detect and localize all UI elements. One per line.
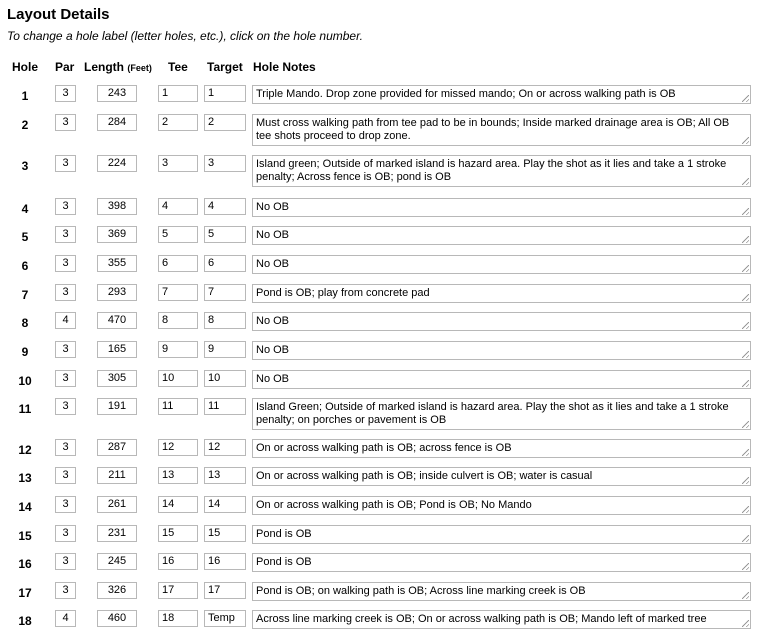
resize-grip-icon[interactable] xyxy=(742,563,749,570)
length-input[interactable]: 284 xyxy=(97,114,137,131)
length-input[interactable]: 165 xyxy=(97,341,137,358)
resize-grip-icon[interactable] xyxy=(742,477,749,484)
hole-notes-textarea[interactable] xyxy=(252,610,751,629)
hole-notes-text: No OB xyxy=(256,344,290,356)
hole-notes-textarea[interactable] xyxy=(252,582,751,601)
par-input[interactable]: 3 xyxy=(55,341,76,358)
hole-number-link[interactable]: 6 xyxy=(21,259,29,273)
resize-grip-icon[interactable] xyxy=(742,95,749,102)
hole-notes-text: Must cross walking path from tee pad to be in bounds; Inside marked drainage area is OB; All OB tee shots proceed to drop zone. xyxy=(256,117,730,142)
hole-number-link[interactable]: 17 xyxy=(18,586,32,600)
tee-input[interactable]: 13 xyxy=(158,467,198,484)
resize-grip-icon[interactable] xyxy=(742,380,749,387)
length-input[interactable]: 355 xyxy=(97,255,137,272)
hole-notes-text: Island Green; Outside of marked island is hazard area. Play the shot as it lies and take a 1 stroke penalty; on porches or pavement is OB xyxy=(256,401,729,426)
header-length-unit: (Feet) xyxy=(127,63,152,73)
tee-input[interactable]: 12 xyxy=(158,439,198,456)
hole-notes-text: No OB xyxy=(256,315,290,327)
resize-grip-icon[interactable] xyxy=(742,351,749,358)
hole-notes-text: Triple Mando. Drop zone provided for missed mando; On or across walking path is OB xyxy=(256,88,676,100)
tee-input[interactable]: 4 xyxy=(158,198,198,215)
hole-number-link[interactable]: 8 xyxy=(21,316,29,330)
hole-number-link[interactable]: 10 xyxy=(18,374,32,388)
tee-input[interactable]: 14 xyxy=(158,496,198,513)
tee-input[interactable]: 5 xyxy=(158,226,198,243)
hole-notes-textarea[interactable] xyxy=(252,553,751,572)
resize-grip-icon[interactable] xyxy=(742,178,749,185)
target-input[interactable]: 1 xyxy=(204,85,246,102)
target-input[interactable]: 14 xyxy=(204,496,246,513)
hole-number-link[interactable]: 1 xyxy=(21,89,29,103)
hole-notes-textarea[interactable] xyxy=(252,370,751,389)
hole-number-link[interactable]: 11 xyxy=(18,402,32,416)
par-input[interactable]: 3 xyxy=(55,114,76,131)
hole-notes-textarea[interactable] xyxy=(252,85,751,104)
par-input[interactable]: 3 xyxy=(55,496,76,513)
target-input[interactable]: 15 xyxy=(204,525,246,542)
tee-input[interactable]: 10 xyxy=(158,370,198,387)
target-input[interactable]: 11 xyxy=(204,398,246,415)
hole-notes-textarea[interactable] xyxy=(252,398,751,430)
hole-notes-text: On or across walking path is OB; Pond is OB; No Mando xyxy=(256,499,532,511)
hole-number-link[interactable]: 15 xyxy=(18,529,32,543)
target-input[interactable]: 8 xyxy=(204,312,246,329)
resize-grip-icon[interactable] xyxy=(742,535,749,542)
hole-notes-textarea[interactable] xyxy=(252,312,751,331)
length-input[interactable]: 224 xyxy=(97,155,137,172)
resize-grip-icon[interactable] xyxy=(742,294,749,301)
hole-notes-textarea[interactable] xyxy=(252,525,751,544)
page-subtitle: To change a hole label (letter holes, etc.), click on the hole number. xyxy=(7,29,363,43)
target-input[interactable]: 12 xyxy=(204,439,246,456)
header-tee: Tee xyxy=(168,60,188,74)
hole-notes-textarea[interactable] xyxy=(252,439,751,458)
target-input[interactable]: 7 xyxy=(204,284,246,301)
resize-grip-icon[interactable] xyxy=(742,265,749,272)
tee-input[interactable]: 1 xyxy=(158,85,198,102)
hole-notes-textarea[interactable] xyxy=(252,114,751,146)
length-input[interactable]: 243 xyxy=(97,85,137,102)
hole-notes-text: Island green; Outside of marked island is hazard area. Play the shot as it lies and take a 1 stroke penalty; Across fence is OB; pond is OB xyxy=(256,158,727,183)
length-input[interactable]: 231 xyxy=(97,525,137,542)
length-input[interactable]: 245 xyxy=(97,553,137,570)
par-input[interactable]: 3 xyxy=(55,525,76,542)
page-title: Layout Details xyxy=(7,6,110,23)
hole-number-link[interactable]: 4 xyxy=(21,202,29,216)
target-input[interactable]: 4 xyxy=(204,198,246,215)
length-input[interactable]: 261 xyxy=(97,496,137,513)
length-input[interactable]: 305 xyxy=(97,370,137,387)
target-input[interactable]: 2 xyxy=(204,114,246,131)
hole-notes-text: Pond is OB; play from concrete pad xyxy=(256,287,430,299)
length-input[interactable]: 293 xyxy=(97,284,137,301)
hole-notes-text: On or across walking path is OB; across fence is OB xyxy=(256,442,512,454)
resize-grip-icon[interactable] xyxy=(742,620,749,627)
header-par: Par xyxy=(55,60,75,74)
tee-input[interactable]: 17 xyxy=(158,582,198,599)
hole-notes-text: Pond is OB xyxy=(256,556,312,568)
hole-number-link[interactable]: 13 xyxy=(18,471,32,485)
hole-notes-textarea[interactable] xyxy=(252,226,751,245)
hole-notes-text: On or across walking path is OB; inside culvert is OB; water is casual xyxy=(256,470,593,482)
tee-input[interactable]: 16 xyxy=(158,553,198,570)
header-length xyxy=(84,60,152,74)
target-input[interactable]: 17 xyxy=(204,582,246,599)
length-input[interactable]: 287 xyxy=(97,439,137,456)
resize-grip-icon[interactable] xyxy=(742,208,749,215)
tee-input[interactable]: 6 xyxy=(158,255,198,272)
par-input[interactable]: 3 xyxy=(55,398,76,415)
tee-input[interactable]: 9 xyxy=(158,341,198,358)
par-input[interactable]: 3 xyxy=(55,467,76,484)
hole-notes-text: Pond is OB; on walking path is OB; Across line marking creek is OB xyxy=(256,585,586,597)
hole-notes-text: Pond is OB xyxy=(256,528,312,540)
target-input[interactable]: Temp xyxy=(204,610,246,627)
resize-grip-icon[interactable] xyxy=(742,322,749,329)
hole-notes-textarea[interactable] xyxy=(252,198,751,217)
hole-number-link[interactable]: 7 xyxy=(21,288,29,302)
par-input[interactable]: 4 xyxy=(55,312,76,329)
header-length-label: Length xyxy=(84,60,124,74)
resize-grip-icon[interactable] xyxy=(742,137,749,144)
hole-notes-text: Across line marking creek is OB; On or across walking path is OB; Mando left of marked tree xyxy=(256,613,707,625)
resize-grip-icon[interactable] xyxy=(742,449,749,456)
hole-number-link[interactable]: 9 xyxy=(21,345,29,359)
hole-number-link[interactable]: 2 xyxy=(21,118,29,132)
hole-notes-text: No OB xyxy=(256,373,290,385)
hole-notes-textarea[interactable] xyxy=(252,496,751,515)
resize-grip-icon[interactable] xyxy=(742,506,749,513)
hole-notes-textarea[interactable] xyxy=(252,341,751,360)
par-input[interactable]: 3 xyxy=(55,255,76,272)
resize-grip-icon[interactable] xyxy=(742,421,749,428)
target-input[interactable]: 10 xyxy=(204,370,246,387)
length-input[interactable]: 326 xyxy=(97,582,137,599)
tee-input[interactable]: 2 xyxy=(158,114,198,131)
header-notes: Hole Notes xyxy=(253,60,316,74)
tee-input[interactable]: 3 xyxy=(158,155,198,172)
par-input[interactable]: 3 xyxy=(55,155,76,172)
hole-notes-textarea[interactable] xyxy=(252,255,751,274)
target-input[interactable]: 5 xyxy=(204,226,246,243)
tee-input[interactable]: 11 xyxy=(158,398,198,415)
par-input[interactable]: 3 xyxy=(55,85,76,102)
tee-input[interactable]: 7 xyxy=(158,284,198,301)
hole-number-link[interactable]: 3 xyxy=(21,159,29,173)
resize-grip-icon[interactable] xyxy=(742,592,749,599)
par-input[interactable]: 3 xyxy=(55,284,76,301)
header-hole: Hole xyxy=(12,60,39,74)
par-input[interactable]: 3 xyxy=(55,370,76,387)
hole-number-link[interactable]: 16 xyxy=(18,557,32,571)
par-input[interactable]: 4 xyxy=(55,610,76,627)
length-input[interactable]: 398 xyxy=(97,198,137,215)
resize-grip-icon[interactable] xyxy=(742,236,749,243)
target-input[interactable]: 9 xyxy=(204,341,246,358)
hole-notes-text: No OB xyxy=(256,258,290,270)
length-input[interactable]: 460 xyxy=(97,610,137,627)
target-input[interactable]: 6 xyxy=(204,255,246,272)
target-input[interactable]: 3 xyxy=(204,155,246,172)
par-input[interactable]: 3 xyxy=(55,226,76,243)
hole-number-link[interactable]: 14 xyxy=(18,500,32,514)
hole-notes-textarea[interactable] xyxy=(252,467,751,486)
hole-notes-text: No OB xyxy=(256,229,290,241)
length-input[interactable]: 369 xyxy=(97,226,137,243)
tee-input[interactable]: 18 xyxy=(158,610,198,627)
hole-number-link[interactable]: 12 xyxy=(18,443,32,457)
par-input[interactable]: 3 xyxy=(55,439,76,456)
length-input[interactable]: 470 xyxy=(97,312,137,329)
par-input[interactable]: 3 xyxy=(55,198,76,215)
tee-input[interactable]: 15 xyxy=(158,525,198,542)
length-input[interactable]: 191 xyxy=(97,398,137,415)
tee-input[interactable]: 8 xyxy=(158,312,198,329)
hole-notes-textarea[interactable] xyxy=(252,155,751,187)
target-input[interactable]: 16 xyxy=(204,553,246,570)
header-target: Target xyxy=(207,60,243,74)
par-input[interactable]: 3 xyxy=(55,582,76,599)
target-input[interactable]: 13 xyxy=(204,467,246,484)
hole-number-link[interactable]: 5 xyxy=(21,230,29,244)
hole-notes-text: No OB xyxy=(256,201,290,213)
hole-notes-textarea[interactable] xyxy=(252,284,751,303)
hole-number-link[interactable]: 18 xyxy=(18,614,32,628)
par-input[interactable]: 3 xyxy=(55,553,76,570)
length-input[interactable]: 211 xyxy=(97,467,137,484)
